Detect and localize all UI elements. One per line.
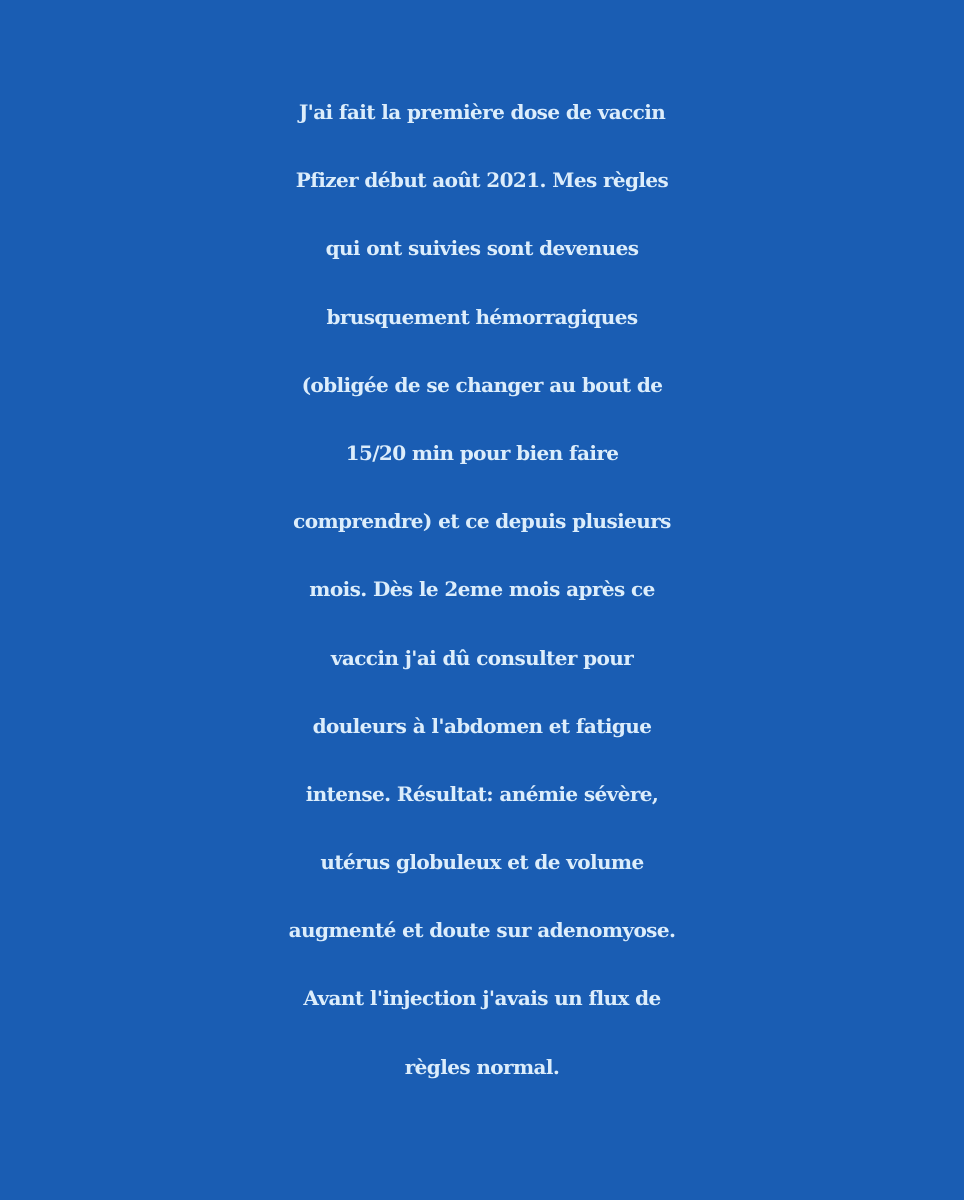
text-line: utérus globuleux et de volume [320, 850, 644, 875]
text-line: brusquement hémorragiques [326, 304, 638, 329]
text-line: comprendre) et ce depuis plusieurs [293, 509, 671, 534]
text-line: douleurs à l'abdomen et fatigue [312, 713, 652, 738]
text-line: Pfizer début août 2021. Mes règles [295, 168, 669, 193]
text-line: Avant l'injection j'avais un flux de [303, 986, 661, 1011]
text-line: intense. Résultat: anémie sévère, [305, 781, 659, 806]
text-line: vaccin j'ai dû consulter pour [330, 645, 634, 670]
text-line: qui ont suivies sont devenues [325, 236, 639, 261]
text-line: J'ai fait la première dose de vaccin [298, 100, 666, 124]
text-line: règles normal. [404, 1054, 560, 1079]
text-line: (obligée de se changer au bout de [301, 372, 663, 397]
text-line: augmenté et doute sur adenomyose. [288, 918, 676, 943]
text-line: mois. Dès le 2eme mois après ce [309, 577, 655, 602]
text-line: 15/20 min pour bien faire [345, 440, 619, 465]
testimony-text [0, 78, 964, 1101]
